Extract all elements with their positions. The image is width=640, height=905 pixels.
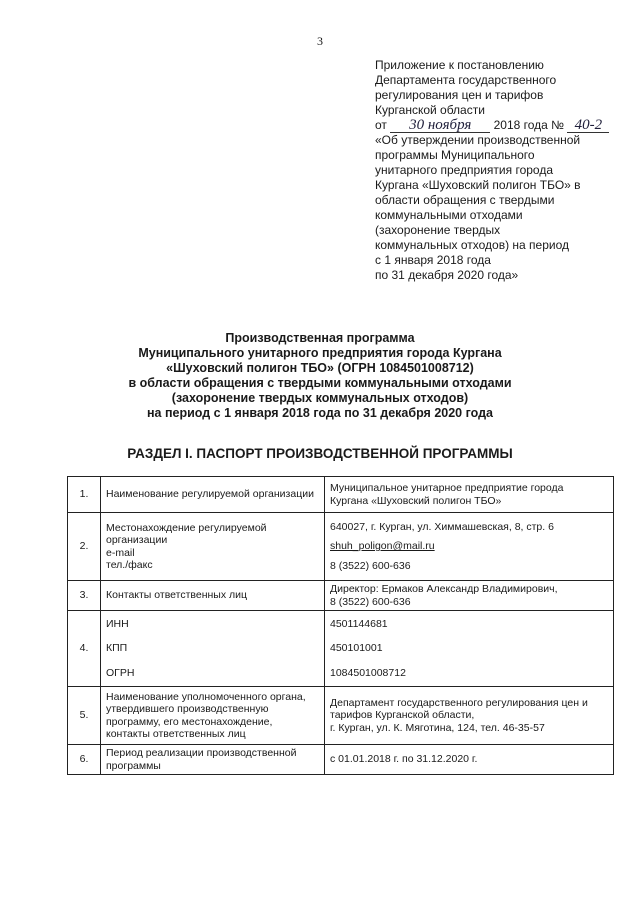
row-value-line: 4501144681	[330, 617, 388, 630]
table-row	[68, 477, 614, 513]
row-number: 2.	[68, 513, 101, 581]
row-name	[101, 687, 325, 745]
program-title-line: (захоронение твердых коммунальных отходов)	[171, 391, 469, 405]
appendix-line: Курганской области	[375, 103, 485, 117]
row-value-line: г. Курган, ул. К. Мяготина, 124, тел. 46-35-57	[330, 721, 545, 734]
program-title-line: Производственная программа	[225, 331, 415, 345]
email-link[interactable]: shuh_poligon@mail.ru	[330, 540, 435, 553]
table-row	[68, 513, 614, 581]
appendix-line: унитарного предприятия города	[375, 163, 553, 177]
row-name	[101, 477, 325, 513]
table-row	[68, 745, 614, 775]
row-name	[101, 513, 325, 581]
row-value-line: Директор: Ермаков Александр Владимирович,	[330, 583, 558, 595]
row-name-line: тел./факс	[106, 559, 153, 571]
row-value-line: 640027, г. Курган, ул. Химмашевская, 8, стр. 6	[330, 520, 554, 533]
row-number: 1.	[68, 477, 101, 513]
appendix-line: коммунальными отходами	[375, 208, 523, 222]
row-name	[101, 611, 325, 687]
row-name-line: ИНН	[106, 617, 129, 630]
page-number: 3	[317, 34, 323, 48]
row-value-line: с 01.01.2018 г. по 31.12.2020 г.	[330, 753, 478, 766]
row-name-line: Наименование уполномоченного органа,	[106, 690, 306, 703]
table-row	[68, 687, 614, 745]
row-number: 6.	[68, 745, 101, 775]
row-name-line: ОГРН	[106, 666, 135, 679]
row-name-line: e-mail	[106, 546, 135, 559]
row-name-line: Контакты ответственных лиц	[106, 589, 248, 602]
row-number: 5.	[68, 687, 101, 745]
row-value	[325, 611, 614, 687]
row-value	[325, 477, 614, 513]
row-value-line: 8 (3522) 600-636	[330, 559, 411, 572]
row-name-line: Наименование регулируемой организации	[106, 488, 314, 501]
row-value	[325, 513, 614, 581]
row-name-line: контакты ответственных лиц	[106, 728, 246, 740]
appendix-line: коммунальных отходов) на период	[375, 238, 569, 252]
program-title	[60, 331, 580, 421]
appendix-line: «Об утверждении производственной	[375, 133, 581, 147]
row-name-line: утвердившего производственную	[106, 703, 269, 715]
row-value-line: Кургана «Шуховский полигон ТБО»	[330, 494, 502, 507]
row-name-line: программы	[106, 759, 161, 772]
row-value	[325, 581, 614, 611]
row-number: 3.	[68, 581, 101, 611]
row-name-line: программу, его местонахождение,	[106, 715, 273, 728]
appendix-line: регулирования цен и тарифов	[375, 88, 544, 102]
appendix-line: Департамента государственного	[375, 73, 557, 87]
appendix-line: Приложение к постановлению	[375, 58, 544, 72]
row-name-line: Период реализации производственной	[106, 747, 297, 759]
row-value-line: Муниципальное унитарное предприятие города	[330, 482, 564, 494]
program-title-line: на период с 1 января 2018 года по 31 декабря 2020 года	[147, 406, 493, 420]
appendix-block	[375, 58, 625, 283]
from-prefix: от	[375, 118, 387, 132]
passport-table	[67, 476, 614, 775]
appendix-line: по 31 декабря 2020 года»	[375, 268, 519, 282]
row-value-line: 1084501008712	[330, 666, 406, 679]
appendix-line: области обращения с твердыми	[375, 193, 555, 207]
row-name-line: организации	[106, 534, 168, 546]
appendix-date-line	[375, 118, 625, 133]
row-value-line: тарифов Курганской области,	[330, 709, 475, 722]
row-value	[325, 687, 614, 745]
program-title-line: «Шуховский полигон ТБО» (ОГРН 1084501008712)	[166, 361, 474, 375]
row-value	[325, 745, 614, 775]
year-text: 2018 года №	[493, 118, 565, 132]
appendix-line: (захоронение твердых	[375, 223, 501, 237]
program-title-line: в области обращения с твердыми коммунальными отходами	[128, 376, 512, 390]
table-row	[68, 581, 614, 611]
row-name	[101, 745, 325, 775]
appendix-line: программы Муниципального	[375, 148, 535, 162]
appendix-line: Кургана «Шуховский полигон ТБО» в	[375, 178, 581, 192]
section-heading: РАЗДЕЛ I. ПАСПОРТ ПРОИЗВОДСТВЕННОЙ ПРОГРАММЫ	[127, 446, 513, 461]
row-name	[101, 581, 325, 611]
row-value-line: 8 (3522) 600-636	[330, 595, 411, 608]
table-row	[68, 611, 614, 687]
row-name-line: КПП	[106, 642, 128, 655]
handwritten-date: 30 ноября	[390, 119, 490, 133]
appendix-line: с 1 января 2018 года	[375, 253, 491, 267]
row-value-line: 450101001	[330, 642, 383, 655]
row-value-line: Департамент государственного регулирования цен и	[330, 696, 588, 709]
row-name-line: Местонахождение регулируемой	[106, 521, 267, 534]
handwritten-number: 40-2	[567, 119, 609, 133]
program-title-line: Муниципального унитарного предприятия города Кургана	[138, 346, 502, 360]
row-number: 4.	[68, 611, 101, 687]
